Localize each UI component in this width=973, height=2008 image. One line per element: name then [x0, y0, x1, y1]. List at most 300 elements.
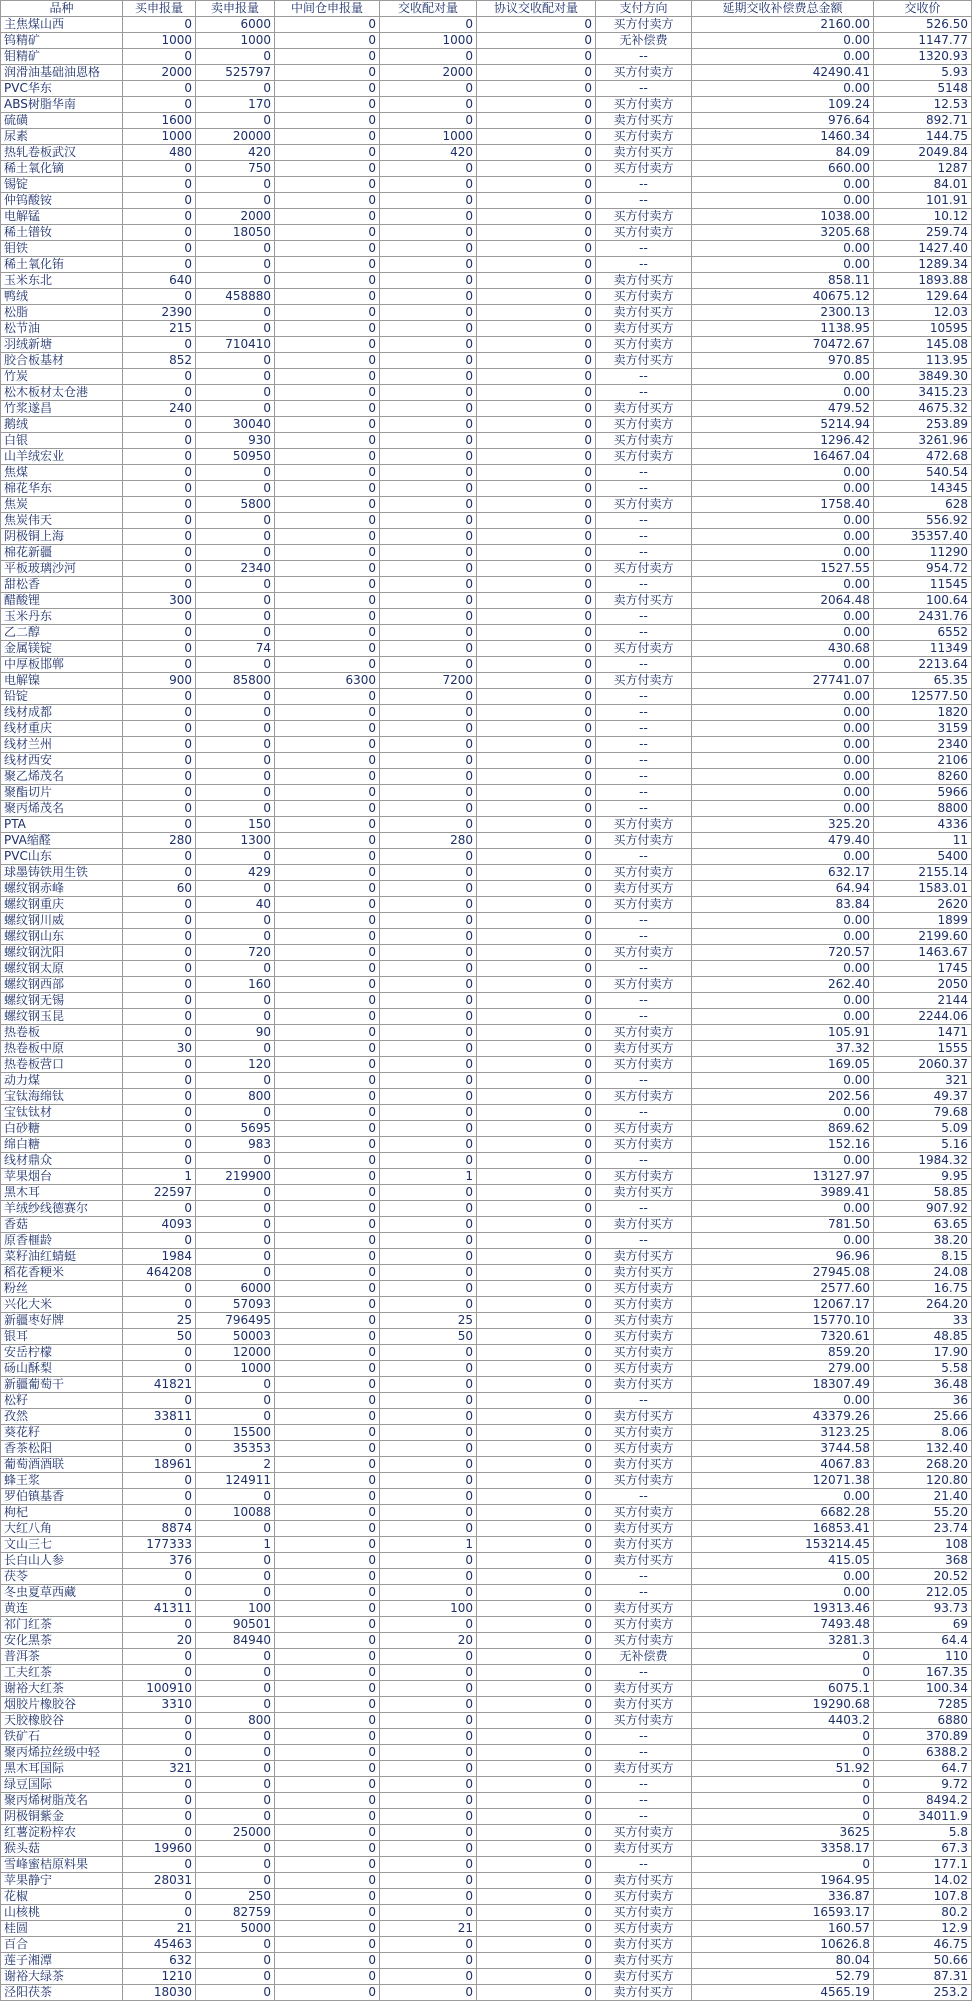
table-row [1, 1793, 972, 1809]
cell-compensation-total: 0.00 [692, 913, 874, 929]
cell-payment-direction: 买方付卖方 [596, 497, 692, 513]
cell-payment-direction: -- [596, 929, 692, 945]
cell-compensation-total: 0.00 [692, 1489, 874, 1505]
cell-variety: 原香榧龄 [1, 1233, 123, 1249]
cell-compensation-total: 1758.40 [692, 497, 874, 513]
table-row [1, 257, 972, 273]
cell-sell-qty: 0 [196, 1697, 275, 1713]
cell-matched-qty: 0 [380, 1361, 477, 1377]
table-row [1, 1473, 972, 1489]
table-row [1, 385, 972, 401]
cell-compensation-total: 970.85 [692, 353, 874, 369]
cell-variety: PVA缩醛 [1, 833, 123, 849]
cell-delivery-price: 35357.40 [874, 529, 972, 545]
cell-middle-warehouse-qty: 0 [275, 1041, 380, 1057]
cell-agreement-matched-qty: 0 [477, 1793, 596, 1809]
cell-buy-qty: 632 [123, 1953, 196, 1969]
cell-buy-qty: 0 [123, 689, 196, 705]
cell-buy-qty: 0 [123, 385, 196, 401]
cell-matched-qty: 0 [380, 929, 477, 945]
cell-payment-direction: -- [596, 577, 692, 593]
cell-middle-warehouse-qty: 0 [275, 593, 380, 609]
cell-variety: 钨精矿 [1, 33, 123, 49]
cell-delivery-price: 264.20 [874, 1297, 972, 1313]
cell-middle-warehouse-qty: 0 [275, 1889, 380, 1905]
cell-middle-warehouse-qty: 0 [275, 1217, 380, 1233]
cell-payment-direction: 买方付卖方 [596, 1345, 692, 1361]
cell-middle-warehouse-qty: 0 [275, 193, 380, 209]
cell-buy-qty: 50 [123, 1329, 196, 1345]
cell-middle-warehouse-qty: 0 [275, 1345, 380, 1361]
cell-sell-qty: 800 [196, 1713, 275, 1729]
cell-compensation-total: 415.05 [692, 1553, 874, 1569]
cell-compensation-total: 0 [692, 1857, 874, 1873]
cell-matched-qty: 0 [380, 1153, 477, 1169]
cell-compensation-total: 0.00 [692, 1153, 874, 1169]
cell-buy-qty: 0 [123, 1425, 196, 1441]
cell-delivery-price: 64.4 [874, 1633, 972, 1649]
cell-matched-qty: 280 [380, 833, 477, 849]
cell-matched-qty: 0 [380, 1217, 477, 1233]
cell-payment-direction: -- [596, 1569, 692, 1585]
cell-sell-qty: 0 [196, 1937, 275, 1953]
cell-agreement-matched-qty: 0 [477, 961, 596, 977]
cell-sell-qty: 0 [196, 1041, 275, 1057]
cell-matched-qty: 0 [380, 1809, 477, 1825]
cell-variety: 线材兰州 [1, 737, 123, 753]
cell-middle-warehouse-qty: 0 [275, 1505, 380, 1521]
cell-agreement-matched-qty: 0 [477, 1761, 596, 1777]
cell-delivery-price: 11 [874, 833, 972, 849]
cell-sell-qty: 0 [196, 785, 275, 801]
table-row [1, 929, 972, 945]
cell-agreement-matched-qty: 0 [477, 1601, 596, 1617]
cell-delivery-price: 472.68 [874, 449, 972, 465]
cell-agreement-matched-qty: 0 [477, 1617, 596, 1633]
cell-agreement-matched-qty: 0 [477, 1249, 596, 1265]
cell-buy-qty: 0 [123, 577, 196, 593]
cell-payment-direction: 买方付卖方 [596, 161, 692, 177]
cell-agreement-matched-qty: 0 [477, 1233, 596, 1249]
cell-middle-warehouse-qty: 0 [275, 753, 380, 769]
cell-matched-qty: 0 [380, 513, 477, 529]
cell-sell-qty: 10088 [196, 1505, 275, 1521]
cell-sell-qty: 0 [196, 401, 275, 417]
cell-compensation-total: 0.00 [692, 689, 874, 705]
table-row [1, 81, 972, 97]
cell-agreement-matched-qty: 0 [477, 1649, 596, 1665]
cell-compensation-total: 27741.07 [692, 673, 874, 689]
cell-delivery-price: 17.90 [874, 1345, 972, 1361]
table-row [1, 769, 972, 785]
cell-sell-qty: 0 [196, 849, 275, 865]
cell-buy-qty: 0 [123, 913, 196, 929]
cell-compensation-total: 3123.25 [692, 1425, 874, 1441]
cell-middle-warehouse-qty: 0 [275, 1601, 380, 1617]
cell-variety: 银耳 [1, 1329, 123, 1345]
cell-agreement-matched-qty: 0 [477, 625, 596, 641]
cell-payment-direction: 卖方付买方 [596, 1761, 692, 1777]
cell-sell-qty: 0 [196, 1185, 275, 1201]
cell-payment-direction: -- [596, 1073, 692, 1089]
cell-delivery-price: 25.66 [874, 1409, 972, 1425]
cell-matched-qty: 0 [380, 1089, 477, 1105]
cell-compensation-total: 19313.46 [692, 1601, 874, 1617]
cell-middle-warehouse-qty: 0 [275, 1713, 380, 1729]
cell-delivery-price: 2049.84 [874, 145, 972, 161]
cell-agreement-matched-qty: 0 [477, 337, 596, 353]
cell-variety: 聚丙烯树脂茂名 [1, 1793, 123, 1809]
cell-delivery-price: 1427.40 [874, 241, 972, 257]
cell-sell-qty: 2 [196, 1457, 275, 1473]
cell-delivery-price: 2244.06 [874, 1009, 972, 1025]
cell-compensation-total: 0.00 [692, 1105, 874, 1121]
cell-agreement-matched-qty: 0 [477, 1985, 596, 2001]
cell-delivery-price: 84.01 [874, 177, 972, 193]
cell-matched-qty: 0 [380, 593, 477, 609]
cell-payment-direction: 卖方付买方 [596, 1985, 692, 2001]
cell-payment-direction: 卖方付买方 [596, 1041, 692, 1057]
cell-matched-qty: 0 [380, 1297, 477, 1313]
cell-payment-direction: 买方付卖方 [596, 1329, 692, 1345]
cell-middle-warehouse-qty: 0 [275, 337, 380, 353]
cell-variety: ABS树脂华南 [1, 97, 123, 113]
cell-payment-direction: 卖方付买方 [596, 1681, 692, 1697]
cell-buy-qty: 19960 [123, 1841, 196, 1857]
cell-variety: 普洱茶 [1, 1649, 123, 1665]
cell-sell-qty: 85800 [196, 673, 275, 689]
cell-variety: 仲钨酸铵 [1, 193, 123, 209]
cell-matched-qty: 0 [380, 161, 477, 177]
cell-matched-qty: 0 [380, 1041, 477, 1057]
cell-variety: 金属镁锭 [1, 641, 123, 657]
cell-buy-qty: 0 [123, 561, 196, 577]
cell-delivery-price: 4336 [874, 817, 972, 833]
cell-sell-qty: 5000 [196, 1921, 275, 1937]
cell-matched-qty: 0 [380, 1185, 477, 1201]
cell-payment-direction: 卖方付买方 [596, 1409, 692, 1425]
cell-payment-direction: -- [596, 465, 692, 481]
cell-middle-warehouse-qty: 0 [275, 1793, 380, 1809]
cell-variety: 硫磺 [1, 113, 123, 129]
cell-middle-warehouse-qty: 0 [275, 945, 380, 961]
table-row [1, 129, 972, 145]
cell-sell-qty: 0 [196, 529, 275, 545]
cell-agreement-matched-qty: 0 [477, 1777, 596, 1793]
cell-variety: 枸杞 [1, 1505, 123, 1521]
cell-agreement-matched-qty: 0 [477, 865, 596, 881]
table-row [1, 513, 972, 529]
cell-agreement-matched-qty: 0 [477, 641, 596, 657]
cell-matched-qty: 0 [380, 1265, 477, 1281]
cell-matched-qty: 0 [380, 1697, 477, 1713]
cell-compensation-total: 479.52 [692, 401, 874, 417]
cell-sell-qty: 0 [196, 1233, 275, 1249]
cell-payment-direction: 卖方付买方 [596, 353, 692, 369]
cell-middle-warehouse-qty: 0 [275, 1697, 380, 1713]
cell-matched-qty: 0 [380, 705, 477, 721]
cell-payment-direction: 买方付卖方 [596, 673, 692, 689]
cell-variety: 香菇 [1, 1217, 123, 1233]
cell-agreement-matched-qty: 0 [477, 993, 596, 1009]
cell-sell-qty: 420 [196, 145, 275, 161]
cell-variety: 聚酯切片 [1, 785, 123, 801]
cell-delivery-price: 69 [874, 1617, 972, 1633]
cell-buy-qty: 0 [123, 529, 196, 545]
cell-sell-qty: 750 [196, 161, 275, 177]
cell-agreement-matched-qty: 0 [477, 785, 596, 801]
cell-payment-direction: 买方付卖方 [596, 65, 692, 81]
table-row [1, 961, 972, 977]
cell-buy-qty: 376 [123, 1553, 196, 1569]
cell-payment-direction: -- [596, 1153, 692, 1169]
table-row [1, 609, 972, 625]
cell-matched-qty: 0 [380, 529, 477, 545]
cell-middle-warehouse-qty: 0 [275, 433, 380, 449]
cell-agreement-matched-qty: 0 [477, 481, 596, 497]
cell-middle-warehouse-qty: 0 [275, 1473, 380, 1489]
cell-matched-qty: 0 [380, 273, 477, 289]
cell-buy-qty: 0 [123, 49, 196, 65]
cell-delivery-price: 120.80 [874, 1473, 972, 1489]
cell-middle-warehouse-qty: 0 [275, 1409, 380, 1425]
cell-payment-direction: 买方付卖方 [596, 97, 692, 113]
cell-matched-qty: 1 [380, 1169, 477, 1185]
cell-delivery-price: 33 [874, 1313, 972, 1329]
cell-compensation-total: 0.00 [692, 257, 874, 273]
cell-agreement-matched-qty: 0 [477, 1457, 596, 1473]
cell-sell-qty: 0 [196, 1585, 275, 1601]
cell-buy-qty: 0 [123, 497, 196, 513]
cell-payment-direction: 卖方付买方 [596, 145, 692, 161]
cell-buy-qty: 0 [123, 1505, 196, 1521]
cell-delivery-price: 5.16 [874, 1137, 972, 1153]
table-row [1, 833, 972, 849]
cell-sell-qty: 120 [196, 1057, 275, 1073]
cell-middle-warehouse-qty: 0 [275, 113, 380, 129]
cell-matched-qty: 420 [380, 145, 477, 161]
cell-variety: 黑木耳国际 [1, 1761, 123, 1777]
cell-compensation-total: 3281.3 [692, 1633, 874, 1649]
cell-variety: 山羊绒宏业 [1, 449, 123, 465]
cell-delivery-price: 526.50 [874, 17, 972, 33]
cell-payment-direction: -- [596, 689, 692, 705]
cell-middle-warehouse-qty: 0 [275, 1185, 380, 1201]
cell-payment-direction: -- [596, 1393, 692, 1409]
cell-middle-warehouse-qty: 0 [275, 225, 380, 241]
cell-variety: 铁矿石 [1, 1729, 123, 1745]
cell-agreement-matched-qty: 0 [477, 1265, 596, 1281]
cell-sell-qty: 0 [196, 961, 275, 977]
cell-payment-direction: -- [596, 753, 692, 769]
cell-matched-qty: 0 [380, 1585, 477, 1601]
cell-compensation-total: 0.00 [692, 385, 874, 401]
cell-sell-qty: 0 [196, 625, 275, 641]
cell-compensation-total: 0 [692, 1745, 874, 1761]
cell-payment-direction: 买方付卖方 [596, 1361, 692, 1377]
cell-middle-warehouse-qty: 0 [275, 977, 380, 993]
cell-variety: 长白山人参 [1, 1553, 123, 1569]
cell-compensation-total: 6682.28 [692, 1505, 874, 1521]
cell-matched-qty: 0 [380, 1857, 477, 1873]
cell-delivery-price: 5148 [874, 81, 972, 97]
cell-payment-direction: 卖方付买方 [596, 1217, 692, 1233]
cell-delivery-price: 6388.2 [874, 1745, 972, 1761]
cell-middle-warehouse-qty: 0 [275, 1089, 380, 1105]
cell-middle-warehouse-qty: 0 [275, 1937, 380, 1953]
table-row [1, 1329, 972, 1345]
cell-buy-qty: 18030 [123, 1985, 196, 2001]
cell-middle-warehouse-qty: 0 [275, 1313, 380, 1329]
cell-sell-qty: 0 [196, 1073, 275, 1089]
table-row [1, 657, 972, 673]
cell-middle-warehouse-qty: 0 [275, 801, 380, 817]
cell-buy-qty: 0 [123, 1105, 196, 1121]
header-matched-qty: 交收配对量 [380, 1, 477, 17]
cell-agreement-matched-qty: 0 [477, 321, 596, 337]
cell-compensation-total: 3358.17 [692, 1841, 874, 1857]
cell-sell-qty: 796495 [196, 1313, 275, 1329]
cell-buy-qty: 0 [123, 1585, 196, 1601]
cell-agreement-matched-qty: 0 [477, 1025, 596, 1041]
cell-matched-qty: 0 [380, 321, 477, 337]
cell-agreement-matched-qty: 0 [477, 593, 596, 609]
cell-middle-warehouse-qty: 0 [275, 817, 380, 833]
cell-buy-qty: 0 [123, 1089, 196, 1105]
cell-compensation-total: 51.92 [692, 1761, 874, 1777]
cell-buy-qty: 0 [123, 1009, 196, 1025]
cell-delivery-price: 3261.96 [874, 433, 972, 449]
cell-buy-qty: 215 [123, 321, 196, 337]
cell-middle-warehouse-qty: 0 [275, 1681, 380, 1697]
cell-payment-direction: -- [596, 705, 692, 721]
cell-delivery-price: 5.93 [874, 65, 972, 81]
cell-payment-direction: -- [596, 81, 692, 97]
cell-delivery-price: 145.08 [874, 337, 972, 353]
cell-middle-warehouse-qty: 0 [275, 785, 380, 801]
cell-variety: 安化黑茶 [1, 1633, 123, 1649]
cell-sell-qty: 2340 [196, 561, 275, 577]
cell-compensation-total: 0.00 [692, 801, 874, 817]
cell-matched-qty: 0 [380, 1569, 477, 1585]
cell-delivery-price: 79.68 [874, 1105, 972, 1121]
cell-matched-qty: 0 [380, 289, 477, 305]
cell-compensation-total: 781.50 [692, 1217, 874, 1233]
cell-agreement-matched-qty: 0 [477, 465, 596, 481]
cell-sell-qty: 0 [196, 241, 275, 257]
header-buy-qty: 买申报量 [123, 1, 196, 17]
cell-middle-warehouse-qty: 0 [275, 1553, 380, 1569]
cell-delivery-price: 5.8 [874, 1825, 972, 1841]
cell-payment-direction: 买方付卖方 [596, 865, 692, 881]
cell-compensation-total: 0.00 [692, 657, 874, 673]
cell-buy-qty: 20 [123, 1633, 196, 1649]
cell-middle-warehouse-qty: 0 [275, 481, 380, 497]
cell-payment-direction: -- [596, 481, 692, 497]
cell-sell-qty: 0 [196, 929, 275, 945]
cell-agreement-matched-qty: 0 [477, 1489, 596, 1505]
cell-payment-direction: -- [596, 1665, 692, 1681]
cell-buy-qty: 4093 [123, 1217, 196, 1233]
cell-payment-direction: 买方付卖方 [596, 337, 692, 353]
cell-matched-qty: 0 [380, 1441, 477, 1457]
cell-buy-qty: 0 [123, 1857, 196, 1873]
cell-agreement-matched-qty: 0 [477, 529, 596, 545]
cell-variety: 孜然 [1, 1409, 123, 1425]
cell-middle-warehouse-qty: 0 [275, 1281, 380, 1297]
table-row [1, 625, 972, 641]
cell-delivery-price: 144.75 [874, 129, 972, 145]
cell-agreement-matched-qty: 0 [477, 1041, 596, 1057]
cell-sell-qty: 0 [196, 1841, 275, 1857]
cell-buy-qty: 0 [123, 1121, 196, 1137]
cell-buy-qty: 0 [123, 929, 196, 945]
cell-variety: 罗伯镇基香 [1, 1489, 123, 1505]
cell-sell-qty: 5695 [196, 1121, 275, 1137]
cell-compensation-total: 18307.49 [692, 1377, 874, 1393]
cell-agreement-matched-qty: 0 [477, 1473, 596, 1489]
cell-sell-qty: 0 [196, 1665, 275, 1681]
cell-compensation-total: 859.20 [692, 1345, 874, 1361]
cell-delivery-price: 177.1 [874, 1857, 972, 1873]
cell-variety: 螺纹钢无锡 [1, 993, 123, 1009]
cell-matched-qty: 0 [380, 193, 477, 209]
cell-matched-qty: 0 [380, 961, 477, 977]
cell-payment-direction: -- [596, 177, 692, 193]
cell-sell-qty: 0 [196, 769, 275, 785]
table-row [1, 305, 972, 321]
cell-variety: 黑木耳 [1, 1185, 123, 1201]
cell-sell-qty: 0 [196, 385, 275, 401]
cell-delivery-price: 11545 [874, 577, 972, 593]
cell-compensation-total: 16467.04 [692, 449, 874, 465]
cell-compensation-total: 0.00 [692, 1201, 874, 1217]
cell-buy-qty: 0 [123, 433, 196, 449]
cell-payment-direction: 买方付卖方 [596, 17, 692, 33]
table-row [1, 369, 972, 385]
cell-middle-warehouse-qty: 0 [275, 1665, 380, 1681]
cell-payment-direction: -- [596, 849, 692, 865]
cell-delivery-price: 2213.64 [874, 657, 972, 673]
cell-compensation-total: 10626.8 [692, 1937, 874, 1953]
cell-agreement-matched-qty: 0 [477, 545, 596, 561]
cell-middle-warehouse-qty: 0 [275, 241, 380, 257]
cell-agreement-matched-qty: 0 [477, 417, 596, 433]
cell-middle-warehouse-qty: 0 [275, 1905, 380, 1921]
cell-sell-qty: 50003 [196, 1329, 275, 1345]
cell-delivery-price: 50.66 [874, 1953, 972, 1969]
cell-agreement-matched-qty: 0 [477, 1729, 596, 1745]
cell-buy-qty: 1984 [123, 1249, 196, 1265]
cell-agreement-matched-qty: 0 [477, 657, 596, 673]
cell-buy-qty: 0 [123, 1441, 196, 1457]
cell-matched-qty: 0 [380, 913, 477, 929]
cell-compensation-total: 0.00 [692, 1585, 874, 1601]
cell-compensation-total: 0.00 [692, 1073, 874, 1089]
cell-matched-qty: 1 [380, 1537, 477, 1553]
cell-agreement-matched-qty: 0 [477, 1665, 596, 1681]
cell-matched-qty: 0 [380, 209, 477, 225]
cell-payment-direction: -- [596, 993, 692, 1009]
cell-middle-warehouse-qty: 0 [275, 897, 380, 913]
table-row [1, 785, 972, 801]
cell-middle-warehouse-qty: 0 [275, 1617, 380, 1633]
cell-buy-qty: 0 [123, 625, 196, 641]
cell-buy-qty: 0 [123, 1745, 196, 1761]
table-row [1, 401, 972, 417]
table-row [1, 145, 972, 161]
cell-compensation-total: 1527.55 [692, 561, 874, 577]
